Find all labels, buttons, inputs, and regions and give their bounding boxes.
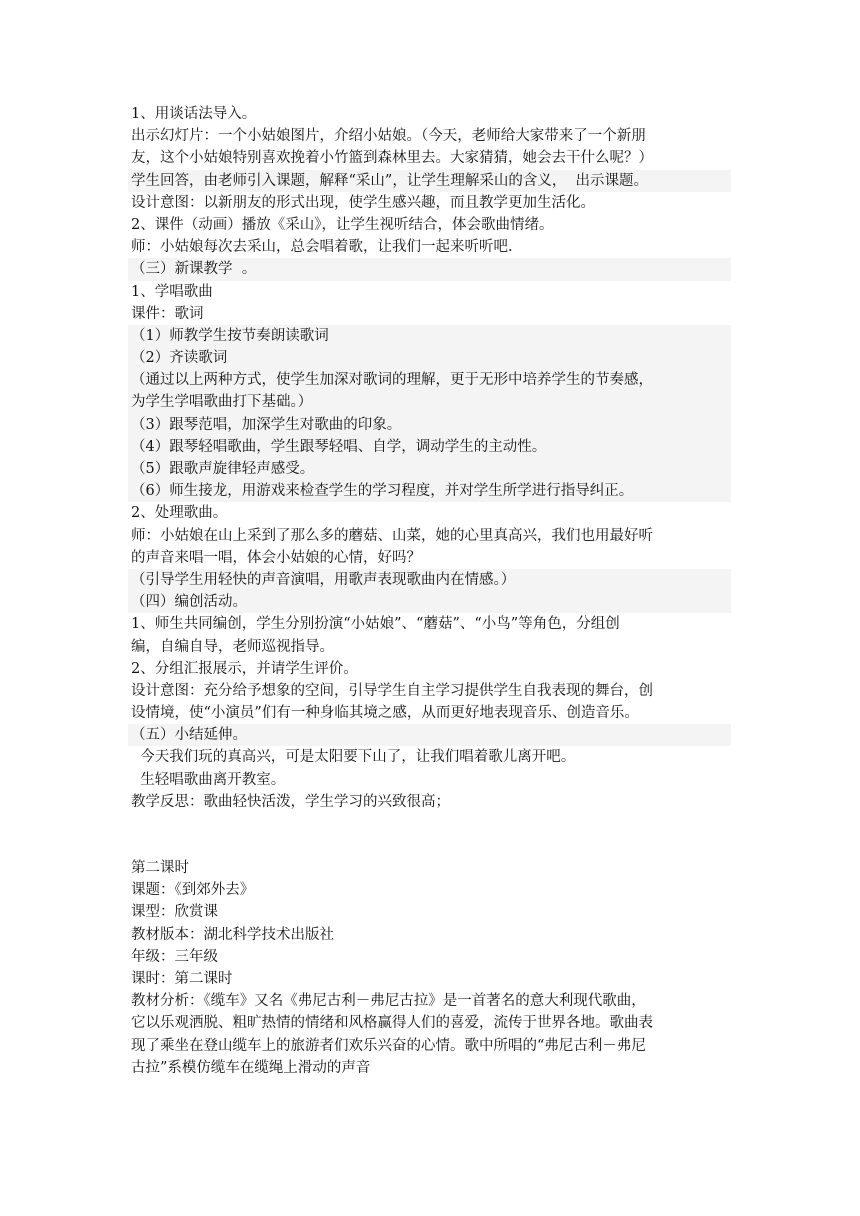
text-line: （引导学生用轻快的声音演唱，用歌声表现歌曲内在情感。） xyxy=(128,569,731,591)
blank-space xyxy=(131,813,731,857)
text-line: （通过以上两种方式，使学生加深对歌词的理解，更于无形中培养学生的节奏感， xyxy=(128,369,731,391)
section-heading: （五）小结延伸。 xyxy=(128,724,731,746)
text-line: 2、分组汇报展示，并请学生评价。 xyxy=(131,660,358,677)
document-body xyxy=(131,103,731,1079)
text-line: 设计意图：充分给予想象的空间，引导学生自主学习提供学生自我表现的舞台，创 xyxy=(131,682,653,699)
text-line: 课型：欣赏课 xyxy=(131,904,218,921)
text-line: 教材分析：《缆车》又名《弗尼古利－弗尼古拉》是一首著名的意大利现代歌曲， xyxy=(131,993,646,1010)
text-line: 1、师生共同编创，学生分别扮演“小姑娘”、“蘑菇”、“小鸟”等角色，分组创 xyxy=(131,616,620,633)
text-line: 教学反思：歌曲轻快活泼，学生学习的兴致很高； xyxy=(131,793,450,810)
text-line: 年级：三年级 xyxy=(131,948,218,965)
text-line: 为学生学唱歌曲打下基础。） xyxy=(128,391,731,413)
section-heading: （四）编创活动。 xyxy=(128,591,731,613)
text-line: 友，这个小姑娘特别喜欢挽着小竹篮到森林里去。大家猜猜，她会去干什么呢？） xyxy=(131,150,653,167)
text-line: 教材版本：湖北科学技术出版社 xyxy=(131,926,334,943)
text-line: （2）齐读歌词 xyxy=(128,347,731,369)
text-line: 出示幻灯片：一个小姑娘图片，介绍小姑娘。（今天，老师给大家带来了一个新朋 xyxy=(131,128,646,145)
text-line: 课时：第二课时 xyxy=(131,970,233,987)
text-line: 今天我们玩的真高兴，可是太阳要下山了，让我们唱着歌儿离开吧。 xyxy=(131,749,576,766)
text-line: 设情境，使“小演员”们有一种身临其境之感，从而更好地表现音乐、创造音乐。 xyxy=(131,705,639,722)
text-line: （1）师教学生按节奏朗读歌词 xyxy=(128,325,731,347)
lesson-heading: 第二课时 xyxy=(131,860,189,876)
text-line: 1、学唱歌曲 xyxy=(131,283,213,300)
text-line: 2、处理歌曲。 xyxy=(131,505,228,522)
text-line: 课件：歌词 xyxy=(131,305,204,322)
text-line: 编，自编自导，老师巡视指导。 xyxy=(131,638,334,655)
text-line: （5）跟歌声旋律轻声感受。 xyxy=(128,458,731,480)
text-line: 课题：《到郊外去》 xyxy=(131,882,255,899)
text-line: （3）跟琴范唱，加深学生对歌曲的印象。 xyxy=(128,414,731,436)
text-line: 设计意图：以新朋友的形式出现，使学生感兴趣，而且教学更加生活化。 xyxy=(131,194,595,211)
text-line: （6）师生接龙，用游戏来检查学生的学习程度，并对学生所学进行指导纠正。 xyxy=(128,480,731,502)
text-line: 现了乘坐在登山缆车上的旅游者们欢乐兴奋的心情。歌中所唱的“弗尼古利－弗尼 xyxy=(131,1037,646,1054)
text-line: 学生回答，由老师引入课题，解释“采山”，让学生理解采山的含义， 出示课题。 xyxy=(128,170,731,192)
text-line: 2、课件（动画）播放《采山》，让学生视听结合，体会歌曲情绪。 xyxy=(131,216,554,233)
text-line: 它以乐观洒脱、粗旷热情的情绪和风格赢得人们的喜爱，流传于世界各地。歌曲表 xyxy=(131,1015,653,1032)
text-line: 师：小姑娘在山上采到了那么多的蘑菇、山菜，她的心里真高兴，我们也用最好听 xyxy=(131,527,653,544)
text-line: （4）跟琴轻唱歌曲，学生跟琴轻唱、自学，调动学生的主动性。 xyxy=(128,436,731,458)
text-line: 师：小姑娘每次去采山，总会唱着歌，让我们一起来听听吧. xyxy=(131,239,513,256)
text-line: 的声音来唱一唱，体会小姑娘的心情，好吗？ xyxy=(131,549,421,566)
text-line: 生轻唱歌曲离开教室。 xyxy=(131,771,286,788)
text-line: 古拉”系模仿缆车在缆绳上滑动的声音 xyxy=(131,1059,371,1076)
text-line: 1、用谈话法导入。 xyxy=(131,106,257,122)
section-heading: （三）新课教学 。 xyxy=(128,258,731,280)
